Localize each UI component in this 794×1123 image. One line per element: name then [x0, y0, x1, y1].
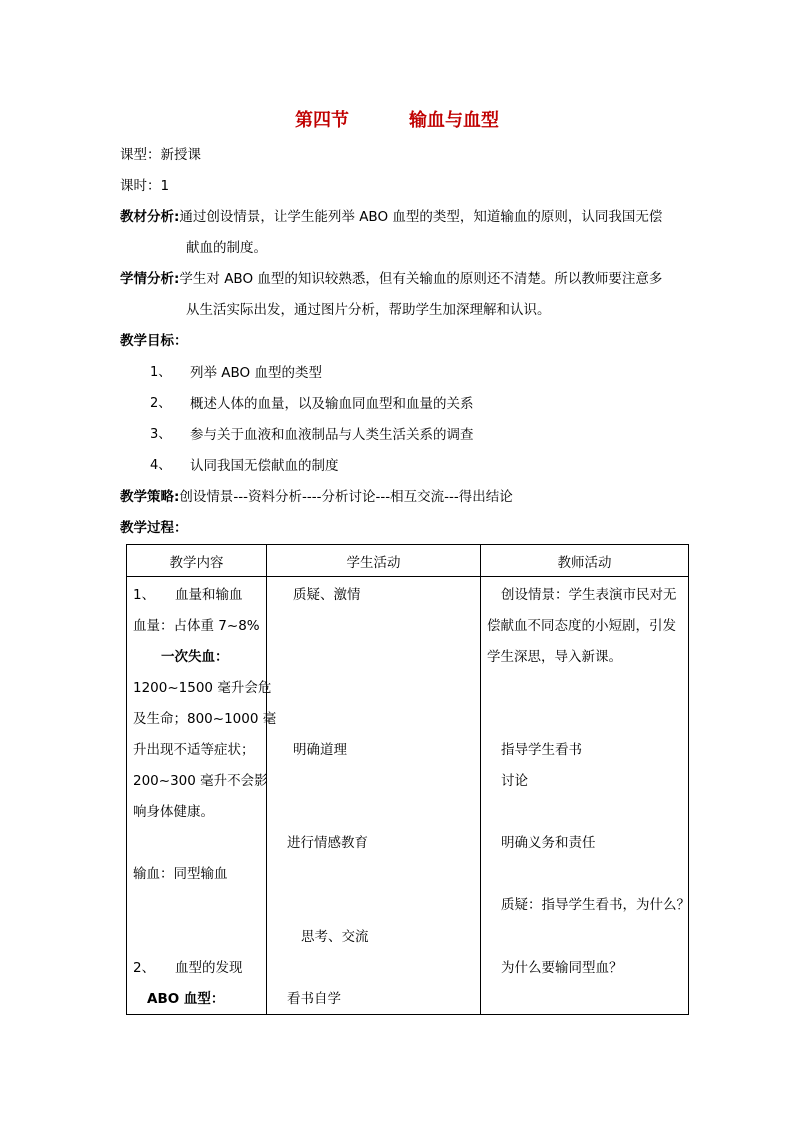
student-activity: 质疑、激情: [293, 587, 361, 603]
student-activity: 思考、交流: [301, 929, 369, 945]
section-title: 输血与血型: [409, 110, 499, 131]
header-teacher: 教师活动: [481, 545, 689, 577]
content-item: 2、: [133, 960, 156, 976]
student-analysis: [120, 269, 662, 289]
student-line2: 从生活实际出发，通过图片分析，帮助学生加深理解和认识。: [186, 302, 551, 318]
header-student: 学生活动: [267, 545, 481, 577]
content-item: 响身体健康。: [133, 804, 214, 820]
teacher-activity: 讨论: [501, 773, 528, 789]
teacher-activity: 指导学生看书: [501, 742, 582, 758]
teacher-activity: 明确义务和责任: [501, 835, 596, 851]
process-label: 教学过程：: [120, 520, 188, 536]
content-item: 升出现不适等症状；: [133, 742, 255, 758]
table-header-row: [127, 545, 689, 577]
content-item: 血量：占体重 7~8%: [133, 618, 260, 634]
objective-num: 3、: [150, 427, 172, 442]
content-cell: [127, 577, 277, 1015]
student-line1: 学生对 ABO 血型的知识较熟悉，但有关输血的原则还不清楚。所以教师要注意多: [179, 271, 663, 287]
teacher-activity: 创设情景：学生表演市民对无: [501, 587, 677, 603]
teacher-activity: 学生深思，导入新课。: [487, 649, 622, 665]
content-item: 一次失血：: [161, 649, 229, 665]
student-cell: [267, 577, 481, 1015]
header-content: 教学内容: [127, 545, 267, 577]
table-row: [127, 577, 689, 1015]
objective-num: 1、: [150, 365, 172, 380]
objective-text: 认同我国无偿献血的制度: [190, 458, 339, 474]
teacher-activity: 偿献血不同态度的小短剧，引发: [487, 618, 676, 634]
page-title: [0, 106, 794, 132]
teacher-activity: 为什么要输同型血？: [501, 960, 623, 976]
content-item: ABO 血型：: [147, 991, 225, 1007]
objective-text: 概述人体的血量，以及输血同血型和血量的关系: [190, 396, 474, 412]
material-line1: 通过创设情景，让学生能列举 ABO 血型的类型，知道输血的原则，认同我国无偿: [179, 209, 663, 225]
student-activity: 明确道理: [293, 742, 347, 758]
strategy-text: 创设情景---资料分析----分析讨论---相互交流---得出结论: [179, 489, 513, 505]
student-activity: 看书自学: [287, 991, 341, 1007]
content-item: 血量和输血: [175, 587, 243, 603]
content-item: 血型的发现: [175, 960, 243, 976]
lesson-type: 课型：新授课: [120, 147, 201, 163]
section-number: 第四节: [295, 110, 349, 131]
strategy-label: 教学策略:: [120, 489, 180, 505]
content-item: 1200~1500 毫升会危: [133, 680, 272, 696]
student-label: 学情分析:: [120, 271, 180, 287]
content-item: 200~300 毫升不会影: [133, 773, 268, 789]
student-activity: 进行情感教育: [287, 835, 368, 851]
material-analysis: [120, 207, 662, 227]
teaching-strategy: [120, 487, 513, 507]
objectives-label: 教学目标：: [120, 333, 188, 349]
lesson-hours: 课时：1: [120, 178, 170, 194]
objective-text: 参与关于血液和血液制品与人类生活关系的调查: [190, 427, 474, 443]
content-item: 输血：同型输血: [133, 866, 228, 882]
process-table: [126, 544, 689, 1015]
material-line2: 献血的制度。: [186, 240, 267, 256]
teacher-cell: [481, 577, 689, 1015]
material-label: 教材分析:: [120, 209, 180, 225]
objective-text: 列举 ABO 血型的类型: [190, 365, 322, 381]
teacher-activity: 质疑：指导学生看书，为什么？: [501, 897, 690, 913]
content-item: 及生命；800~1000 毫: [133, 711, 277, 727]
objective-num: 4、: [150, 458, 172, 473]
content-item: 1、: [133, 587, 156, 603]
objective-num: 2、: [150, 396, 172, 411]
